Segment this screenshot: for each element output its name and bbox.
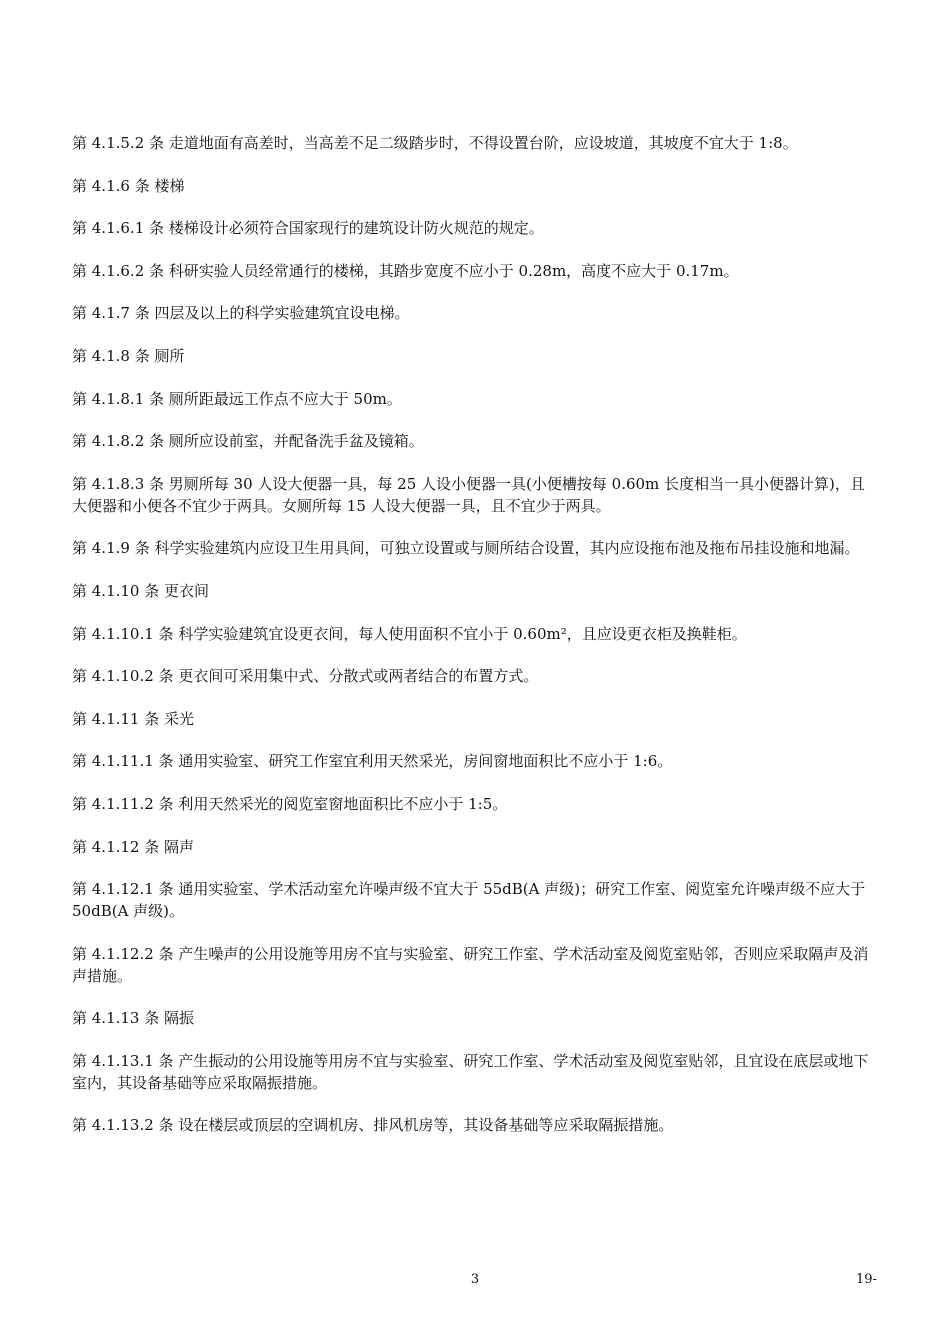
- clause-4-1-11-heading: 第 4.1.11 条 采光: [72, 709, 195, 728]
- clause-4-1-6-2: 第 4.1.6.2 条 科研实验人员经常通行的楼梯，其踏步宽度不应小于 0.28m，高度不应大于 0.17m。: [72, 261, 739, 280]
- clause-4-1-10-2: 第 4.1.10.2 条 更衣间可采用集中式、分散式或两者结合的布置方式。: [72, 667, 539, 686]
- clause-4-1-6-1: 第 4.1.6.1 条 楼梯设计必须符合国家现行的建筑设计防火规范的规定。: [72, 219, 544, 238]
- clause-4-1-9: 第 4.1.9 条 科学实验建筑内应设卫生用具间，可独立设置或与厕所结合设置，其内应设拖布池及拖布吊挂设施和地漏。: [72, 539, 860, 558]
- clause-4-1-8-3: 第 4.1.8.3 条 男厕所每 30 人设大便器一具，每 25 人设小便器一具(小便槽按每 0.60m 长度相当一具小便器计算)，且大便器和小便各不宜少于两具。女厕所每 15 人设大便器一具，且不宜少于两具。: [72, 474, 865, 515]
- clause-4-1-10-1: 第 4.1.10.1 条 科学实验建筑宜设更衣间，每人使用面积不宜小于 0.60m²，且应设更衣柜及换鞋柜。: [72, 624, 747, 643]
- clause-4-1-10-heading: 第 4.1.10 条 更衣间: [72, 581, 210, 600]
- clause-4-1-8-2: 第 4.1.8.2 条 厕所应设前室，并配备洗手盆及镜箱。: [72, 432, 424, 451]
- clause-4-1-11-2: 第 4.1.11.2 条 利用天然采光的阅览室窗地面积比不应小于 1:5。: [72, 794, 508, 813]
- clause-4-1-12-2: 第 4.1.12.2 条 产生噪声的公用设施等用房不宜与实验室、研究工作室、学术活动室及阅览室贴邻，否则应采取隔声及消声措施。: [72, 944, 869, 985]
- clause-4-1-13-heading: 第 4.1.13 条 隔振: [72, 1009, 195, 1028]
- clause-4-1-8-1: 第 4.1.8.1 条 厕所距最远工作点不应大于 50m。: [72, 389, 402, 408]
- clause-4-1-8-heading: 第 4.1.8 条 厕所: [72, 346, 185, 365]
- clause-4-1-6-heading: 第 4.1.6 条 楼梯: [72, 176, 185, 195]
- clause-4-1-5-2: 第 4.1.5.2 条 走道地面有高差时，当高差不足二级踏步时，不得设置台阶，应设坡道，其坡度不宜大于 1:8。: [72, 134, 798, 152]
- page-number: 3: [470, 1272, 480, 1287]
- clause-4-1-13-1: 第 4.1.13.1 条 产生振动的公用设施等用房不宜与实验室、研究工作室、学术活动室及阅览室贴邻，且宜设在底层或地下室内，其设备基础等应采取隔振措施。: [72, 1051, 869, 1092]
- clause-4-1-12-1: 第 4.1.12.1 条 通用实验室、学术活动室允许噪声级不宜大于 55dB(A 声级)；研究工作室、阅览室允许噪声级不应大于 50dB(A 声级)。: [72, 880, 866, 921]
- clause-4-1-11-1: 第 4.1.11.1 条 通用实验室、研究工作室宜利用天然采光，房间窗地面积比不应小于 1:6。: [72, 752, 673, 771]
- document-body: [72, 132, 872, 1157]
- page-total: 19-: [856, 1272, 877, 1287]
- clause-4-1-12-heading: 第 4.1.12 条 隔声: [72, 837, 195, 856]
- clause-4-1-7: 第 4.1.7 条 四层及以上的科学实验建筑宜设电梯。: [72, 304, 410, 323]
- clause-4-1-13-2: 第 4.1.13.2 条 设在楼层或顶层的空调机房、排风机房等，其设备基础等应采取隔振措施。: [72, 1116, 674, 1135]
